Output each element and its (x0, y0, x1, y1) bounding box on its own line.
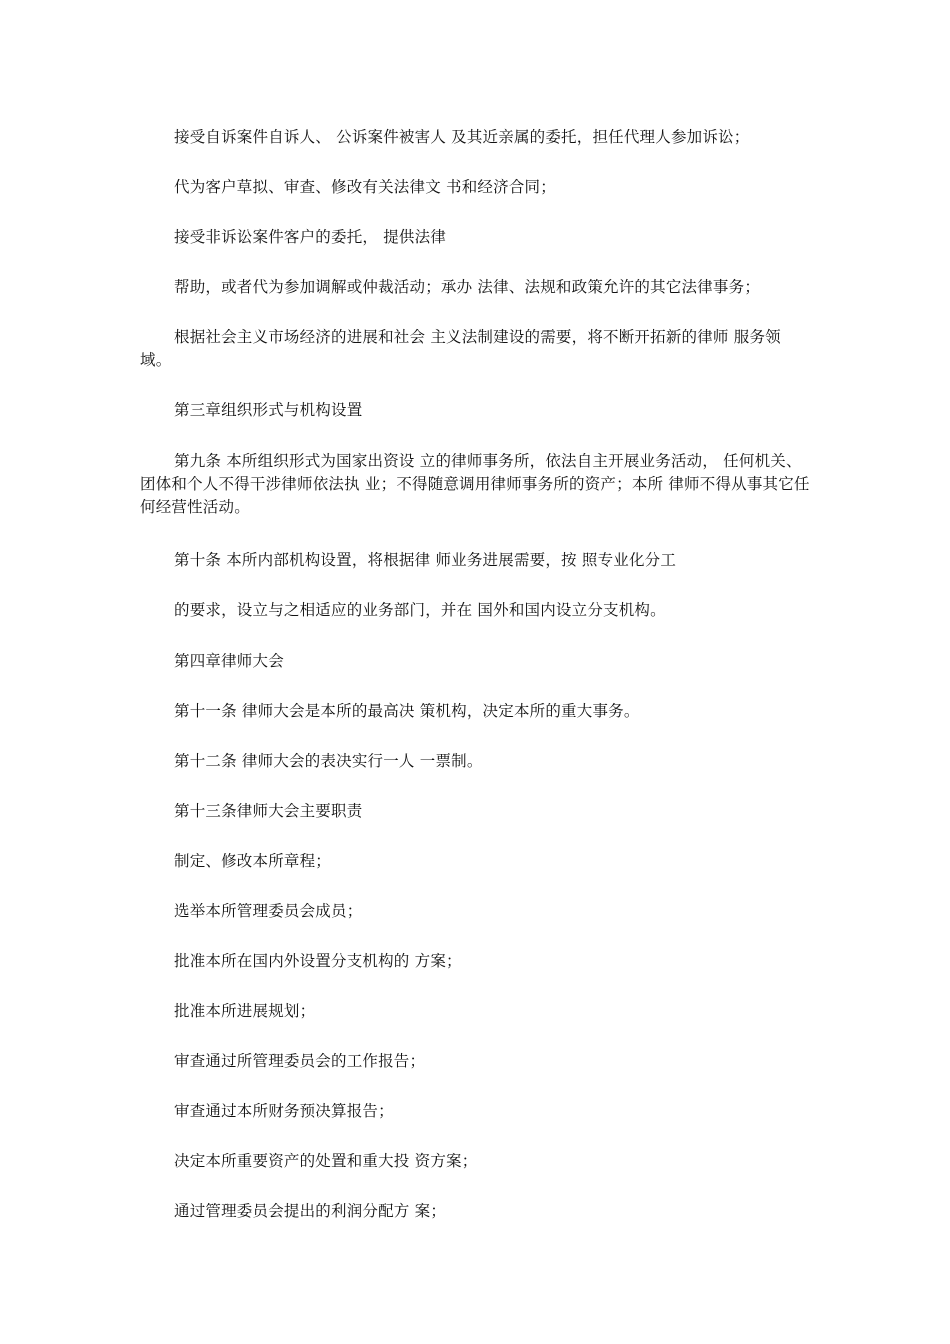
chapter-4-heading: 第四章律师大会 (174, 652, 284, 670)
duty-item-8: 通过管理委员会提出的利润分配方 案； (174, 1202, 447, 1220)
paragraph-2: 代为客户草拟、审查、修改有关法律文 书和经济合同； (174, 178, 556, 196)
paragraph-5: 根据社会主义市场经济的进展和社会 主义法制建设的需要，将不断开拓新的律师 服务领域。 (140, 328, 781, 369)
article-10: 第十条 本所内部机构设置，将根据律 师业务进展需要，按 照专业化分工 (174, 551, 677, 569)
article-13: 第十三条律师大会主要职责 (174, 802, 363, 820)
duty-item-5: 审查通过所管理委员会的工作报告； (174, 1052, 426, 1070)
duty-item-2: 选举本所管理委员会成员； (174, 902, 363, 920)
duty-item-7: 决定本所重要资产的处置和重大投 资方案； (174, 1152, 478, 1170)
duty-item-3: 批准本所在国内外设置分支机构的 方案； (174, 952, 462, 970)
article-11: 第十一条 律师大会是本所的最高决 策机构，决定本所的重大事务。 (174, 702, 640, 720)
paragraph-1: 接受自诉案件自诉人、 公诉案件被害人 及其近亲属的委托，担任代理人参加诉讼； (174, 128, 750, 146)
duty-item-4: 批准本所进展规划； (174, 1002, 316, 1020)
article-9: 第九条 本所组织形式为国家出资设 立的律师事务所，依法自主开展业务活动， 任何机关、团体和个人不得干涉律师依法执 业；不得随意调用律师事务所的资产；本所 律师不得从事其它任何经营性活动。 (140, 452, 810, 516)
article-10-continued: 的要求，设立与之相适应的业务部门，并在 国外和国内设立分支机构。 (174, 601, 666, 619)
chapter-3-heading: 第三章组织形式与机构设置 (174, 401, 363, 419)
paragraph-3: 接受非诉讼案件客户的委托， 提供法律 (174, 228, 447, 246)
duty-item-6: 审查通过本所财务预决算报告； (174, 1102, 394, 1120)
paragraph-4: 帮助，或者代为参加调解或仲裁活动；承办 法律、法规和政策允许的其它法律事务； (174, 278, 761, 296)
duty-item-1: 制定、修改本所章程； (174, 852, 332, 870)
article-12: 第十二条 律师大会的表决实行一人 一票制。 (174, 752, 483, 770)
